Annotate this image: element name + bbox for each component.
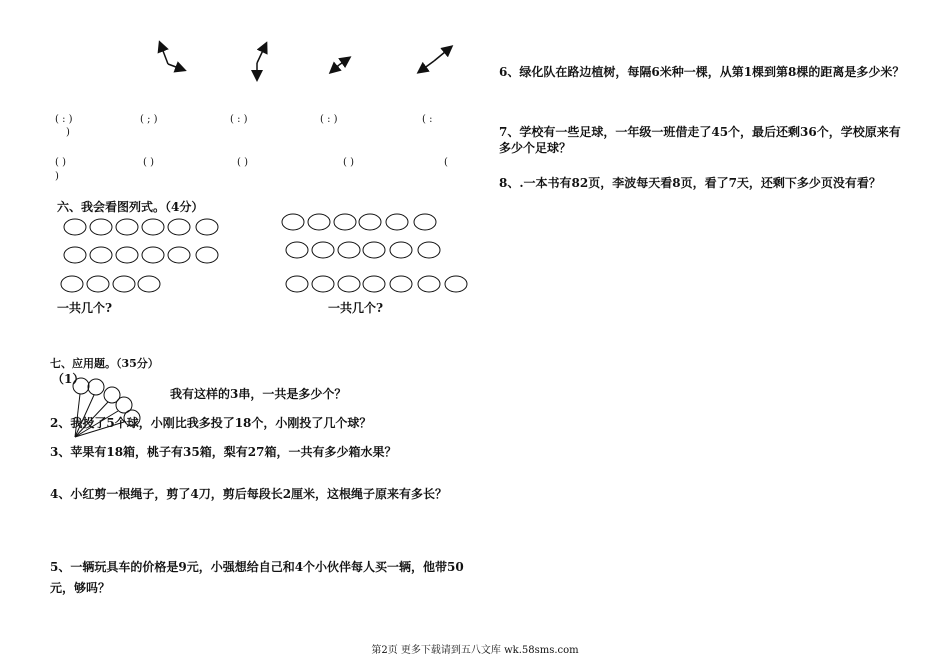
question-2-text: 2、我投了5个球，小刚比我多投了18个，小刚投了几个球？	[50, 416, 372, 430]
clock-name-blank-3: ( )	[237, 157, 248, 168]
clock-icon-2	[257, 44, 266, 79]
clock-name-blank-1: ( )	[55, 157, 66, 168]
clock-answer-blank-3: ( : )	[230, 114, 248, 125]
clock-icon-4	[419, 47, 451, 72]
question-1-text: 我有这样的3串，一共是多少个？	[170, 387, 347, 401]
section-6-question-left: 一共几个?	[57, 301, 113, 315]
clock-name-blank-4: ( )	[343, 157, 354, 168]
clock-name-blank-5-close: )	[55, 171, 59, 182]
question-4-text: 4、小红剪一根绳子，剪了4刀，剪后每段长2厘米，这根绳子原来有多长？	[50, 487, 448, 501]
question-1-number: （1）	[52, 372, 85, 386]
circle-row-left-1	[64, 219, 218, 235]
page-footer: 第2页 更多下载请到五八文库 wk.58sms.com	[371, 645, 579, 656]
section-6-title: 六、我会看图列式。（4分）	[57, 200, 204, 214]
section-6-question-right: 一共几个?	[328, 301, 384, 315]
circle-row-right-3	[286, 276, 467, 292]
section-7-title: 七、应用题。（35分）	[50, 357, 159, 370]
circle-row-right-2	[286, 242, 440, 258]
question-7-text: 7、学校有一些足球，一年级一班借走了45个，最后还剩36个，学校原来有多少个足球？	[499, 125, 901, 155]
question-8-text: 8、.一本书有82页，李波每天看8页，看了7天，还剩下多少页没有看？	[499, 176, 881, 190]
clock-answer-blank-5: ( :	[422, 114, 433, 125]
circle-row-right-1	[282, 214, 436, 230]
clock-icon-3	[331, 58, 349, 72]
circle-group-right	[282, 214, 467, 292]
circle-row-left-3	[61, 276, 160, 292]
question-6-text: 6、绿化队在路边植树，每隔6米种一棵，从第1棵到第8棵的距离是多少米？	[499, 65, 905, 79]
question-5-text: 5、一辆玩具车的价格是9元，小强想给自己和4个小伙伴每人买一辆，他带50元，够吗？	[50, 560, 464, 595]
question-3-text: 3、苹果有18箱，桃子有35箱，梨有27箱，一共有多少箱水果？	[50, 445, 397, 459]
clock-name-blank-2: ( )	[143, 157, 154, 168]
clock-icon-1	[160, 43, 184, 70]
clock-answer-blank-4: ( : )	[320, 114, 338, 125]
clock-answer-blank-1: ( : )	[55, 114, 73, 125]
clock-name-blank-5: (	[444, 157, 448, 168]
clock-answer-blank-2: ( ; )	[140, 114, 158, 125]
circle-group-left	[61, 219, 218, 292]
clock-answer-blank-5-close: )	[66, 127, 70, 138]
circle-row-left-2	[64, 247, 218, 263]
